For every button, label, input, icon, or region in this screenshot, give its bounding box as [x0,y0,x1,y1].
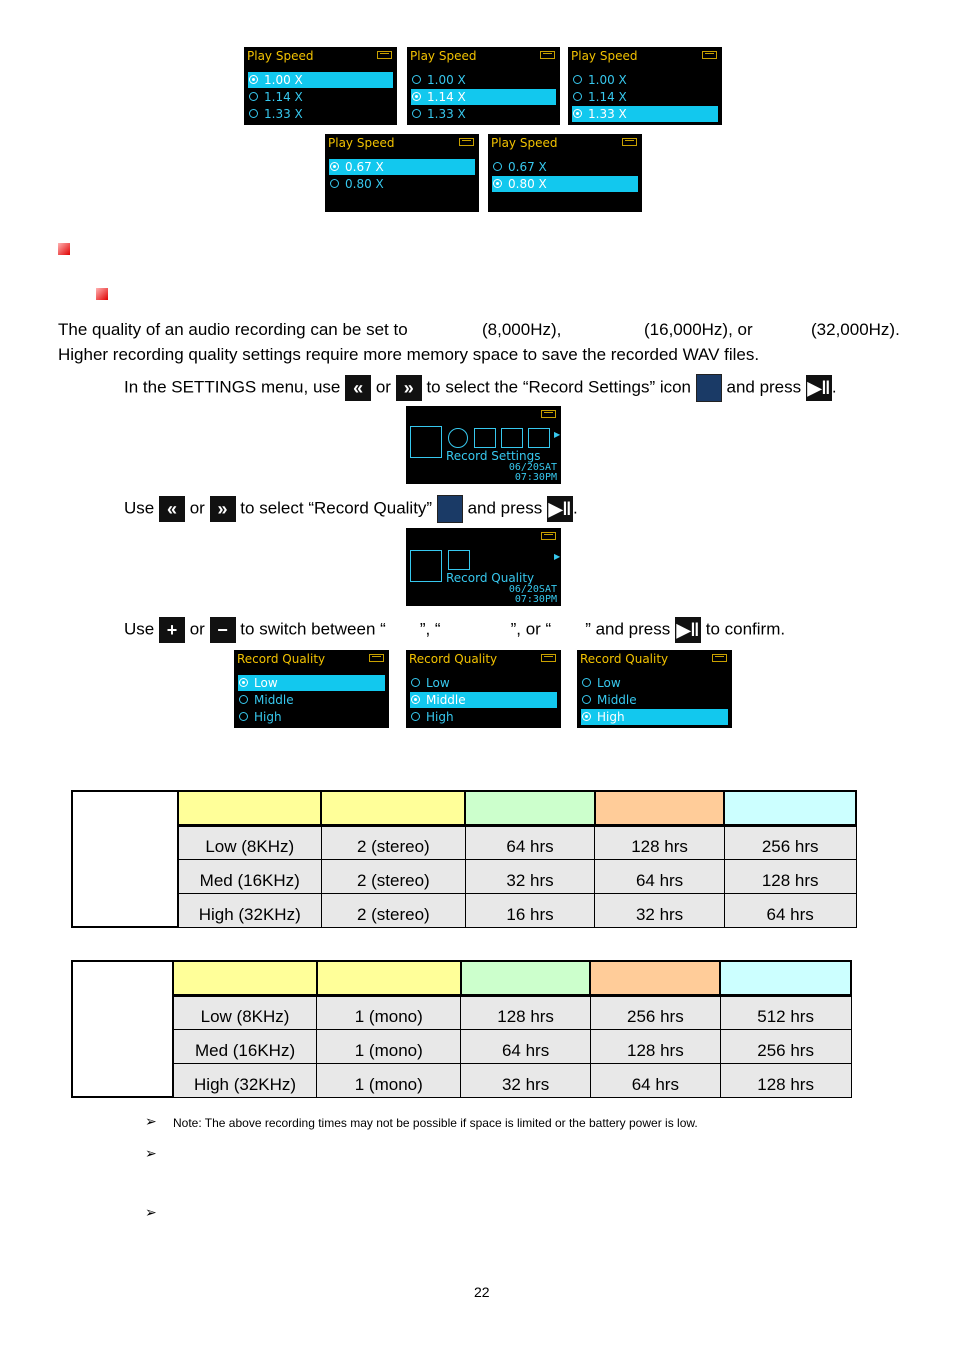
option-label: Middle [426,693,466,707]
table-cell: 64 hrs [724,893,856,927]
screen-title: Play Speed [410,49,477,63]
table-header-cell [465,791,595,825]
screen-title: Record Quality [237,652,326,666]
radio-icon [412,92,421,101]
option-label: Low [426,676,450,690]
table-row [72,893,856,927]
screen-option [410,692,557,708]
screen-option [410,675,557,691]
screen-option [492,159,638,175]
screen-label: Record Quality [446,571,535,585]
intro-text-a: The quality of an audio recording can be set to [58,320,408,339]
step1-text-c: and press [726,377,802,397]
screen-option [411,89,556,105]
sleep-icon [528,428,550,448]
table-cell: 128 hrs [724,859,856,893]
option-label: High [426,710,454,724]
table-row [72,995,851,1029]
table-cell: 128 hrs [595,825,725,859]
table-header-cell [461,961,591,995]
arrow-right-icon: ▶ [554,430,561,439]
battery-icon [540,51,555,59]
section-bullet-icon [58,243,70,255]
display-icon [474,428,496,448]
arrow-right-icon: ▶ [554,552,561,561]
screen-option [248,106,393,122]
table-cell: 2 (stereo) [321,859,465,893]
step1-text-a: In the SETTINGS menu, use [124,377,341,397]
screen-option [411,72,556,88]
step3-text-f: to confirm. [705,619,786,639]
radio-icon [411,712,420,721]
option-label: 1.00 X [264,73,303,87]
note-1: Note: The above recording times may not be possible if space is limited or the battery power is low. [173,1116,698,1130]
contrast-icon [448,428,468,448]
option-label: Low [254,676,278,690]
radio-icon [239,695,248,704]
table-header-cell [173,961,317,995]
table-row-header [72,961,173,1097]
table-header-cell [317,961,461,995]
option-label: 1.33 X [427,107,466,121]
note-arrow-icon: ➢ [145,1113,157,1129]
table-cell: 512 hrs [720,995,851,1029]
screen-title: Play Speed [491,136,558,150]
screen-option [248,89,393,105]
screen-time: 07:30PM [514,594,557,605]
forward-button-icon: » [210,496,236,522]
radio-icon [411,695,420,704]
screen-label: Record Settings [446,449,541,463]
note-arrow-icon: ➢ [145,1204,157,1220]
radio-icon [412,75,421,84]
radio-icon [493,162,502,171]
intro-mid-hz: (16,000Hz), or [644,320,753,339]
table-cell: 256 hrs [590,995,720,1029]
option-label: 0.67 X [508,160,547,174]
play-speed-screen [244,47,397,125]
option-label: Middle [597,693,637,707]
table-cell: High (32KHz) [173,1063,317,1097]
table-header-cell [178,791,322,825]
screen-option [492,176,638,192]
step3-text-c: ”, “ [419,619,441,639]
option-label: 1.14 X [427,90,466,104]
radio-icon [249,92,258,101]
table-cell: 64 hrs [595,859,725,893]
stereo-recording-time-table [71,790,857,928]
battery-icon [622,138,637,146]
step-1 [124,374,837,402]
table-cell: 32 hrs [465,859,595,893]
screen-title: Record Quality [580,652,669,666]
option-label: 1.14 X [588,90,627,104]
table-cell: High (32KHz) [178,893,322,927]
table-header-cell [720,961,851,995]
table-row-header [72,791,178,927]
table-cell: 1 (mono) [317,995,461,1029]
battery-icon [702,51,717,59]
table-row [72,1029,851,1063]
battery-icon [377,51,392,59]
option-label: High [597,710,625,724]
option-label: Middle [254,693,294,707]
subsection-bullet-icon [96,288,108,300]
battery-icon [541,410,556,418]
table-cell: 128 hrs [720,1063,851,1097]
screen-title: Play Speed [571,49,638,63]
screen-option [329,176,475,192]
radio-icon [412,109,421,118]
screen-option [248,72,393,88]
intro-line-2: Higher recording quality settings require more memory space to save the recorded WAV files. [58,345,760,364]
radio-icon [573,75,582,84]
screen-title: Record Quality [409,652,498,666]
record-settings-icon [410,426,442,458]
screen-option [581,692,728,708]
table-header-cell [595,791,725,825]
option-label: 1.00 X [588,73,627,87]
table-cell: 128 hrs [590,1029,720,1063]
step-2 [124,495,578,523]
radio-icon [249,109,258,118]
step2-text-c: and press [467,498,543,518]
record-quality-option-screen [577,650,732,728]
step1-or: or [375,377,391,397]
step3-text-b: to switch between “ [240,619,386,639]
screen-title: Play Speed [328,136,395,150]
table-cell: Low (8KHz) [178,825,322,859]
play-pause-button-icon: ▶‖ [675,617,701,643]
mono-recording-time-table [71,960,852,1098]
table-cell: Med (16KHz) [173,1029,317,1063]
step2-end: . [572,498,578,518]
option-label: 0.67 X [345,160,384,174]
play-speed-screen [407,47,560,125]
table-cell: 16 hrs [465,893,595,927]
radio-icon [573,92,582,101]
table-header-cell [590,961,720,995]
radio-icon [330,179,339,188]
intro-low-hz: (8,000Hz), [482,320,562,339]
table-header-cell [724,791,856,825]
play-speed-screen [488,134,642,212]
table-cell: Med (16KHz) [178,859,322,893]
battery-icon [541,654,556,662]
table-cell: 32 hrs [595,893,725,927]
option-label: 1.33 X [264,107,303,121]
play-pause-button-icon: ▶‖ [547,496,573,522]
battery-icon [459,138,474,146]
screen-option [581,709,728,725]
step3-or: or [189,619,205,639]
play-pause-button-icon: ▶‖ [806,375,832,401]
battery-icon [712,654,727,662]
record-settings-screen [406,406,561,484]
step3-text-a: Use [124,619,155,639]
step2-text-a: Use [124,498,155,518]
screen-option [572,106,718,122]
screen-option [572,89,718,105]
plus-button-icon: + [159,617,185,643]
record-quality-option-screen [234,650,389,728]
table-cell: Low (8KHz) [173,995,317,1029]
screen-option [238,675,385,691]
vad-icon [448,550,470,570]
option-label: 0.80 X [345,177,384,191]
record-settings-icon [696,374,722,402]
record-quality-screen [406,528,561,606]
step2-text-b: to select “Record Quality” [240,498,433,518]
table-header-cell [321,791,465,825]
step2-or: or [189,498,205,518]
forward-button-icon: » [396,375,422,401]
screen-option [329,159,475,175]
record-quality-option-screen [406,650,561,728]
table-row [72,825,856,859]
option-label: 1.14 X [264,90,303,104]
play-speed-screen [568,47,722,125]
option-label: 0.80 X [508,177,547,191]
intro-line-1 [58,318,408,342]
record-quality-icon [437,495,463,523]
rewind-button-icon: « [345,375,371,401]
radio-icon [573,109,582,118]
table-cell: 64 hrs [461,1029,591,1063]
page-number: 22 [474,1284,490,1300]
table-cell: 1 (mono) [317,1063,461,1097]
table-cell: 2 (stereo) [321,893,465,927]
step3-text-d: ”, or “ [510,619,552,639]
radio-icon [582,712,591,721]
table-cell: 64 hrs [590,1063,720,1097]
play-speed-screen [325,134,479,212]
radio-icon [582,695,591,704]
screen-option [581,675,728,691]
table-cell: 2 (stereo) [321,825,465,859]
minus-button-icon: − [210,617,236,643]
radio-icon [582,678,591,687]
screen-time: 07:30PM [514,472,557,483]
screen-date: 06/20SAT [508,584,557,595]
note-arrow-icon: ➢ [145,1145,157,1161]
step1-end: . [831,377,837,397]
option-label: Low [597,676,621,690]
radio-icon [493,179,502,188]
table-cell: 1 (mono) [317,1029,461,1063]
screen-option [238,692,385,708]
option-label: High [254,710,282,724]
table-cell: 256 hrs [724,825,856,859]
table-cell: 128 hrs [461,995,591,1029]
table-row [72,1063,851,1097]
battery-icon [369,654,384,662]
screen-title: Play Speed [247,49,314,63]
memory-icon [501,428,523,448]
screen-option [410,709,557,725]
radio-icon [239,712,248,721]
screen-option [411,106,556,122]
screen-date: 06/20SAT [508,462,557,473]
radio-icon [249,75,258,84]
step1-text-b: to select the “Record Settings” icon [426,377,692,397]
battery-icon [541,532,556,540]
radio-icon [239,678,248,687]
option-label: 1.33 X [588,107,627,121]
screen-option [572,72,718,88]
table-cell: 64 hrs [465,825,595,859]
intro-high-hz: (32,000Hz). [811,320,900,339]
record-quality-icon [410,550,442,582]
radio-icon [330,162,339,171]
table-cell: 32 hrs [461,1063,591,1097]
screen-option [238,709,385,725]
table-row [72,859,856,893]
rewind-button-icon: « [159,496,185,522]
radio-icon [411,678,420,687]
step3-text-e: ” and press [585,619,671,639]
option-label: 1.00 X [427,73,466,87]
step-3 [124,617,785,643]
table-cell: 256 hrs [720,1029,851,1063]
